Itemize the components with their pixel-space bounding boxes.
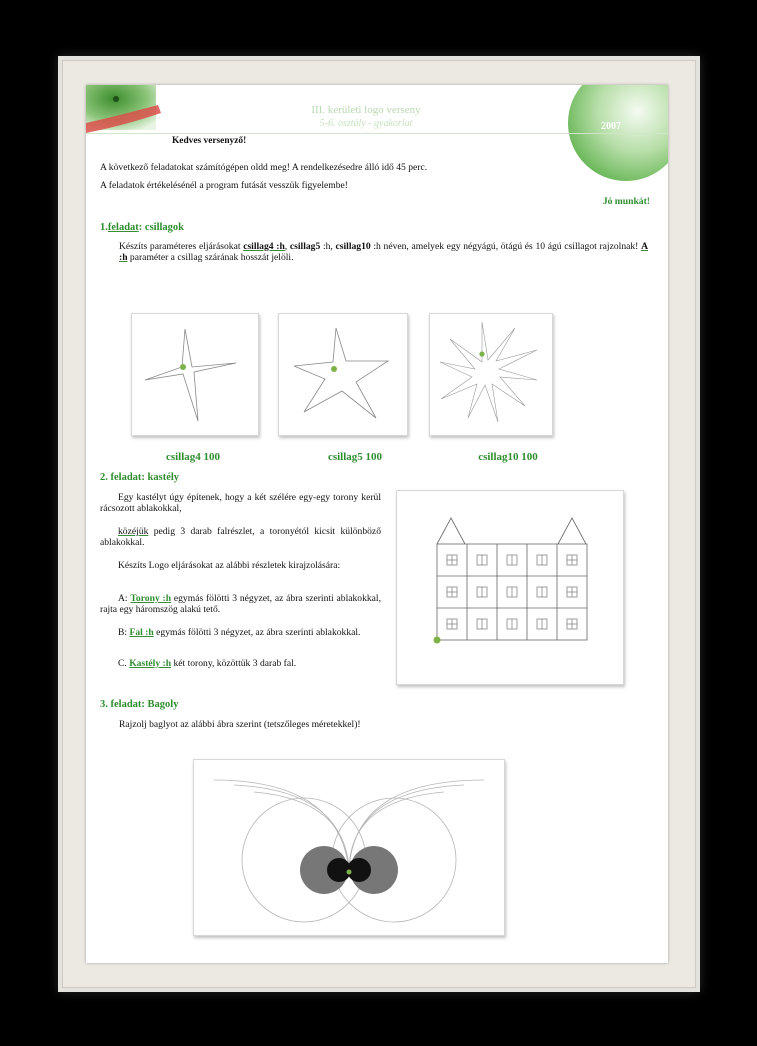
star4-caption: csillag4 100 (165, 451, 221, 463)
header-divider (86, 133, 668, 134)
good-luck: Jó munkát! (602, 196, 650, 207)
star10-figure (429, 313, 553, 436)
castle-figure (396, 490, 624, 685)
task2-paragraph-3: Készíts Logo eljárásokat az alábbi részletek kirajzolására: (118, 560, 341, 571)
task2-item-b: B: Fal :h egymás fölötti 3 négyzet, az ábra szerinti ablakokkal. (118, 627, 361, 638)
star5-figure (278, 313, 408, 436)
task3-heading: 3. feladat: Bagoly (100, 699, 179, 710)
intro-line-1: A következő feladatokat számítógépen oldd meg! A rendelkezésedre álló idő 45 perc. (100, 162, 428, 173)
intro-line-2: A feladatok értékelésénél a program futását vesszük figyelembe! (100, 180, 348, 191)
header-subtitle: 5-6. osztály - gyakorlat (319, 118, 413, 129)
header-title: III. kerületi logo verseny (311, 104, 421, 116)
document-page (86, 85, 668, 963)
header-left-decoration (86, 85, 176, 145)
task1-paragraph: Készíts paraméteres eljárásokat csillag4 :h, csillag5 :h, csillag10 :h néven, amelyek egy négyágú, ötágú és 10 ágú csillagot rajzolnak! A :h paraméter a csillag szárának hosszát jelöli. (119, 241, 648, 263)
task2-item-c: C. Kastély :h két torony, közöttük 3 darab fal. (118, 658, 297, 669)
star10-caption: csillag10 100 (478, 451, 538, 463)
task1-heading: 1.feladat: csillagok (100, 222, 185, 233)
task2-heading: 2. feladat: kastély (100, 472, 180, 483)
task3-paragraph: Rajzolj baglyot az alábbi ábra szerint (tetszőleges méretekkel)! (119, 719, 361, 730)
star5-caption: csillag5 100 (327, 451, 383, 463)
task2-paragraph-2: közéjük pedig 3 darab falrészlet, a toronyétól kicsit különböző ablakokkal. (100, 526, 381, 548)
greeting: Kedves versenyző! (172, 136, 247, 146)
star4-figure (131, 313, 259, 436)
task2-item-a: A: Torony :h egymás fölötti 3 négyzet, az ábra szerinti ablakokkal, rajta egy háromszög alakú tető. (100, 593, 381, 615)
header-year: 2007 (601, 121, 621, 132)
owl-figure (193, 759, 505, 936)
task2-paragraph-1: Egy kastélyt úgy építenek, hogy a két szélére egy-egy torony kerül rácsozott ablakokkal, (100, 492, 381, 514)
